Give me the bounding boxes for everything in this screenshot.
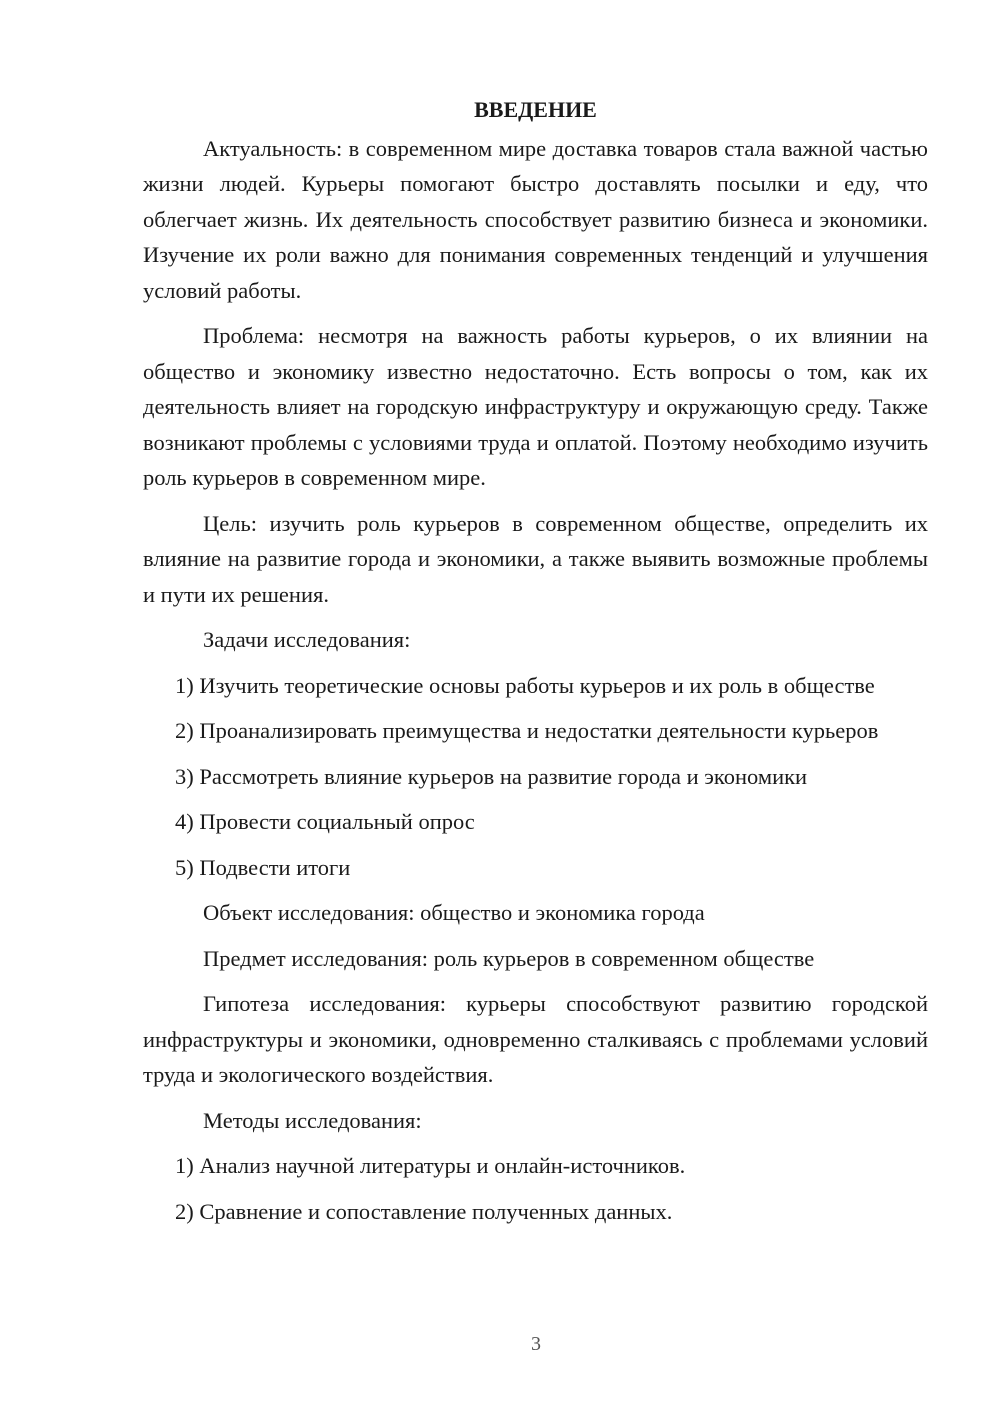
task-item-1: 1) Изучить теоретические основы работы курьеров и их роль в обществе xyxy=(175,672,875,698)
task-item-2: 2) Проанализировать преимущества и недостатки деятельности курьеров xyxy=(175,718,879,743)
relevance-paragraph: Актуальность: в современном мире доставка товаров стала важной частью жизни людей. Курьеры помогают быстро доставлять посылки и еду, что облегчает жизнь. Их деятельность способствует развитию бизнеса и экономики. Изучение их роли важно для понимания современных тенденций и улучшения условий работы. xyxy=(143,135,928,303)
task-item-4: 4) Провести социальный опрос xyxy=(175,809,475,834)
problem-paragraph: Проблема: несмотря на важность работы курьеров, о их влиянии на общество и экономику известно недостаточно. Есть вопросы о том, как их деятельность влияет на городскую инфраструктуру и окружающую среду. Также возникают проблемы с условиями труда и оплатой. Поэтому необходимо изучить роль курьеров в современном мире. xyxy=(143,323,928,490)
document-page xyxy=(143,92,928,1239)
task-item-5: 5) Подвести итоги xyxy=(175,854,351,880)
method-item-1: 1) Анализ научной литературы и онлайн-источников. xyxy=(175,1153,686,1178)
hypothesis-paragraph: Гипотеза исследования: курьеры способствуют развитию городской инфраструктуры и экономики, одновременно сталкиваясь с проблемами условий труда и экологического воздействия. xyxy=(143,991,928,1087)
task-item-3: 3) Рассмотреть влияние курьеров на развитие города и экономики xyxy=(175,763,808,789)
section-title: ВВЕДЕНИЕ xyxy=(474,97,597,122)
tasks-heading: Задачи исследования: xyxy=(203,627,411,652)
goal-paragraph: Цель: изучить роль курьеров в современном обществе, определить их влияние на развитие города и экономики, а также выявить возможные проблемы и пути их решения. xyxy=(143,510,928,607)
page-number: 3 xyxy=(531,1333,541,1355)
research-object: Объект исследования: общество и экономика города xyxy=(203,900,705,925)
methods-heading: Методы исследования: xyxy=(203,1107,422,1133)
method-item-2: 2) Сравнение и сопоставление полученных данных. xyxy=(175,1198,673,1224)
research-subject: Предмет исследования: роль курьеров в современном обществе xyxy=(203,945,815,971)
